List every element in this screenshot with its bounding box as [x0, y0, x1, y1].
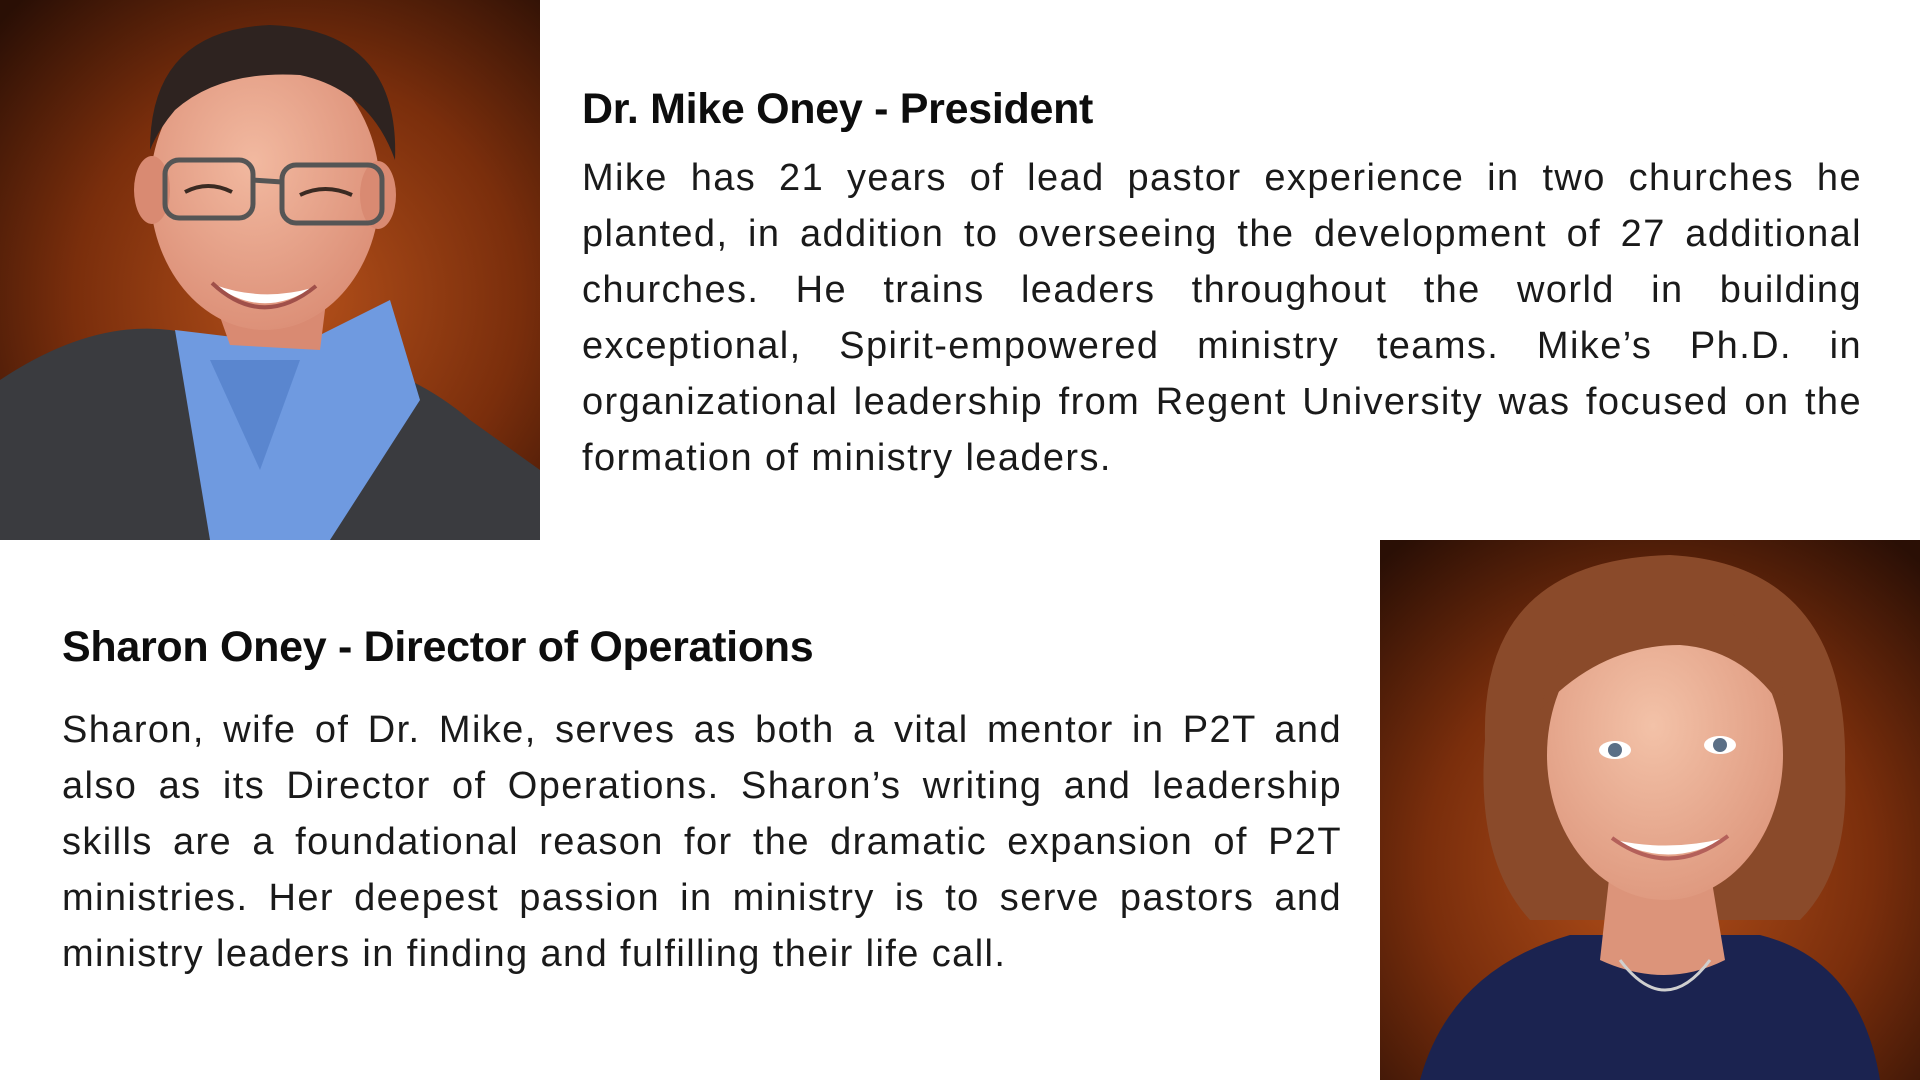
mike-oney-heading: Dr. Mike Oney - President: [582, 85, 1094, 133]
bio-sharon-oney: [62, 622, 1342, 982]
sharon-oney-heading: Sharon Oney - Director of Operations: [62, 623, 814, 671]
bio-mike-oney: [582, 84, 1862, 486]
mike-oney-photo: [0, 0, 540, 540]
mike-oney-description: Mike has 21 years of lead pastor experience in two churches he planted, in addition to overseeing the development of 27 additional churches. He trains leaders throughout the world in building exceptional, Spirit-empowered ministry teams. Mike’s Ph.D. in organizational leadership from Regent University was focused on the formation of ministry leaders.: [582, 156, 1862, 479]
sharon-oney-photo: [1380, 540, 1920, 1080]
sharon-oney-description: Sharon, wife of Dr. Mike, serves as both a vital mentor in P2T and also as its Director of Operations. Sharon’s writing and leadership skills are a foundational reason for the dramatic expansion of P2T ministries. Her deepest passion in ministry is to serve pastors and ministry leaders in finding and fulfilling their life call.: [62, 708, 1342, 975]
